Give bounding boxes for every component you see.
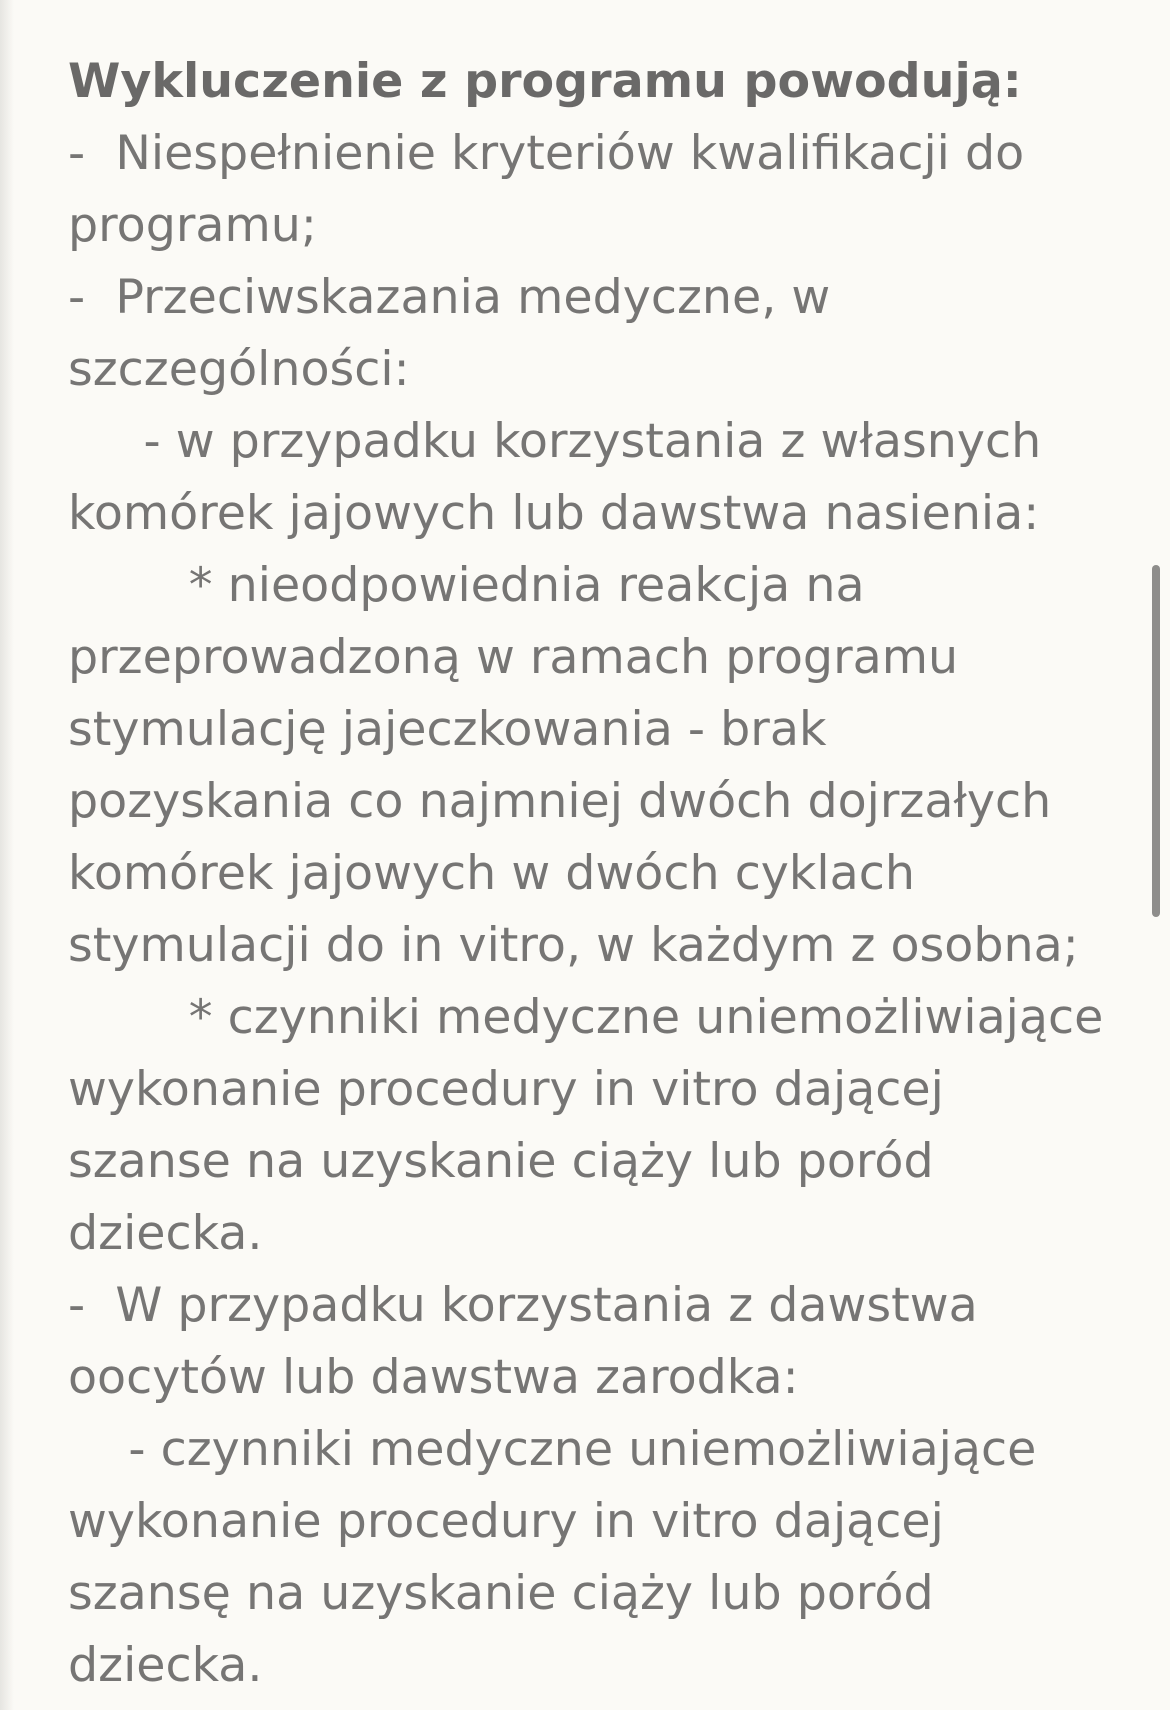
text-line: komórek jajowych lub dawstwa nasienia:	[68, 486, 1040, 541]
text-line: pozyskania co najmniej dwóch dojrzałych	[68, 774, 1052, 829]
text-line: komórek jajowych w dwóch cyklach	[68, 846, 915, 901]
vertical-scrollbar[interactable]	[1152, 565, 1160, 917]
text-line: szansę na uzyskanie ciąży lub poród	[68, 1566, 934, 1621]
text-line: * nieodpowiednia reakcja na	[68, 558, 865, 613]
text-line: przeprowadzoną w ramach programu	[68, 630, 959, 685]
text-line: dziecka.	[68, 1638, 263, 1693]
text-line: oocytów lub dawstwa zarodka:	[68, 1350, 799, 1405]
text-line: programu;	[68, 198, 317, 253]
text-line: dziecka.	[68, 1206, 263, 1261]
text-line: - Przeciwskazania medyczne, w	[68, 270, 831, 325]
text-line: - Niespełnienie kryteriów kwalifikacji do	[68, 126, 1025, 181]
heading: Wykluczenie z programu powodują:	[68, 54, 1022, 109]
text-line: - czynniki medyczne uniemożliwiające	[68, 1422, 1037, 1477]
text-line: - W przypadku korzystania z dawstwa	[68, 1278, 978, 1333]
text-line: stymulację jajeczkowania - brak	[68, 702, 827, 757]
document-text	[68, 46, 1128, 1702]
text-line: szczególności:	[68, 342, 410, 397]
text-line: wykonanie procedury in vitro dającej	[68, 1062, 944, 1117]
text-line: wykonanie procedury in vitro dającej	[68, 1494, 944, 1549]
left-edge-shadow	[0, 0, 14, 1710]
text-line: * czynniki medyczne uniemożliwiające	[68, 990, 1104, 1045]
text-line: stymulacji do in vitro, w każdym z osobna;	[68, 918, 1079, 973]
text-line: - w przypadku korzystania z własnych	[68, 414, 1042, 469]
text-line: szanse na uzyskanie ciąży lub poród	[68, 1134, 934, 1189]
